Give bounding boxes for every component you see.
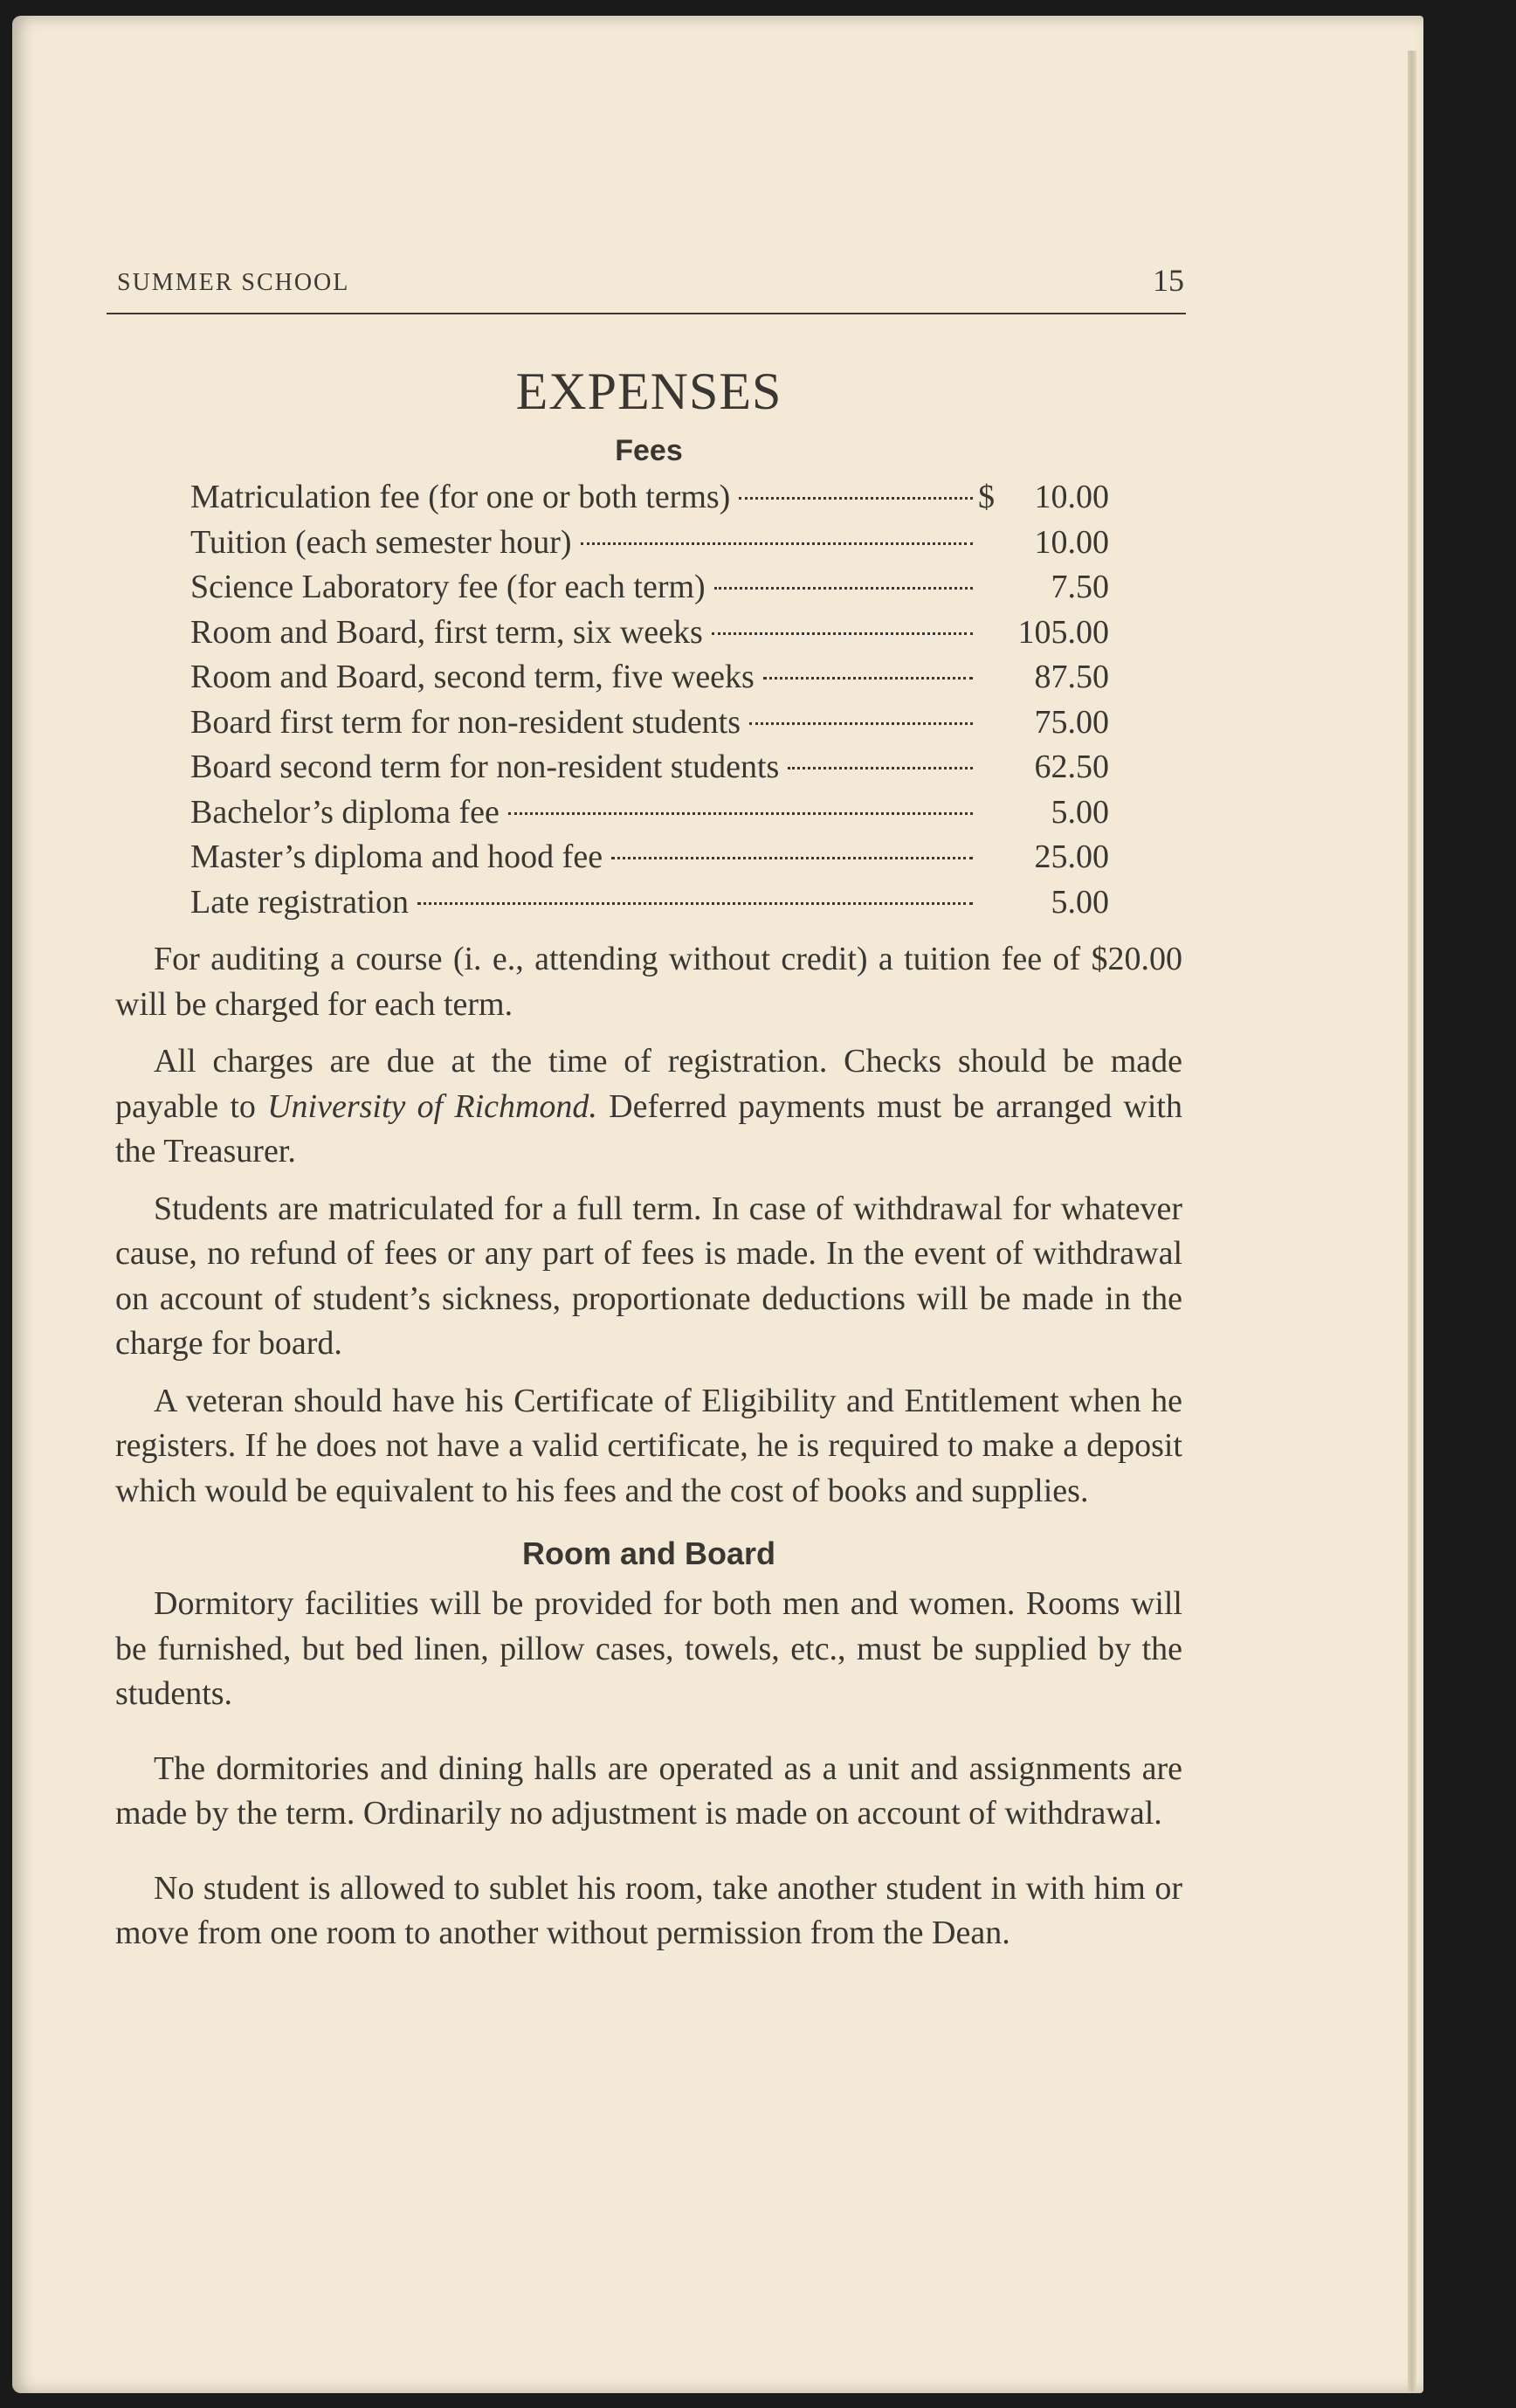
fees-heading: Fees xyxy=(615,434,683,467)
fee-label: Late registration xyxy=(190,883,410,921)
fee-row xyxy=(190,790,1109,836)
fees-list xyxy=(190,475,1109,925)
payee-name: University of Richmond. xyxy=(267,1087,597,1125)
dot-leader xyxy=(581,542,973,545)
dot-leader xyxy=(788,767,973,769)
fee-row xyxy=(190,745,1109,790)
fee-row xyxy=(190,611,1109,656)
dot-leader xyxy=(763,677,973,680)
fee-row xyxy=(190,521,1109,566)
fee-row xyxy=(190,880,1109,926)
fee-row xyxy=(190,475,1109,521)
header-rule xyxy=(107,313,1186,314)
fee-row xyxy=(190,835,1109,880)
fee-label: Room and Board, first term, six weeks xyxy=(190,613,703,651)
fee-row xyxy=(190,655,1109,700)
dot-leader xyxy=(749,722,973,725)
room-board-heading: Room and Board xyxy=(521,1535,775,1571)
fee-amount: 7.50 xyxy=(1051,569,1109,605)
veteran-paragraph: A veteran should have his Certificate of Eligibility and Entitlement when he registers. If he does not have a valid certificate, he is required to make a deposit which would be equivalent to his fees and the cost of books and supplies. xyxy=(115,1382,1182,1509)
fee-amount: 75.00 xyxy=(1034,703,1109,741)
fee-label: Master’s diploma and hood fee xyxy=(190,838,603,875)
fee-label: Science Laboratory fee (for each term) xyxy=(190,569,706,605)
fee-amount: 105.00 xyxy=(1017,613,1109,651)
fee-amount: 10.00 xyxy=(1034,523,1109,561)
dot-leader xyxy=(714,587,973,590)
fee-amount: 87.50 xyxy=(1034,659,1109,695)
fee-label: Room and Board, second term, five weeks xyxy=(190,659,755,695)
page-edge xyxy=(1408,51,1416,2391)
fee-amount: $ 10.00 xyxy=(978,475,1109,521)
fee-label: Board second term for non-resident students xyxy=(190,749,780,785)
fee-amount: 25.00 xyxy=(1034,838,1109,875)
fee-label: Board first term for non-resident students xyxy=(190,703,741,741)
fee-amount: 5.00 xyxy=(1051,883,1109,921)
dot-leader xyxy=(611,857,973,859)
charges-paragraph: All charges are due at the time of registration. Checks should be made payable to University of Richmond. Deferred payments must be arranged with the Treasurer. xyxy=(115,1043,1182,1170)
running-head-title: SUMMER SCHOOL xyxy=(117,269,350,296)
fee-label: Tuition (each semester hour) xyxy=(190,523,572,561)
dot-leader xyxy=(739,497,973,500)
fee-label: Matriculation fee (for one or both terms) xyxy=(190,479,731,515)
fee-amount: 5.00 xyxy=(1051,793,1109,831)
fee-row xyxy=(190,565,1109,611)
dot-leader xyxy=(417,902,973,905)
dot-leader xyxy=(508,812,973,815)
matriculation-paragraph: Students are matriculated for a full term. In case of withdrawal for whatever cause, no refund of fees or any part of fees is made. In the event of withdrawal on account of student’s sickness, proportionate deductions will be made in the charge for board. xyxy=(115,1190,1182,1362)
currency-sign: $ xyxy=(978,479,995,515)
sublet-paragraph: No student is allowed to sublet his room, take another student in with him or move from one room to another without permission from the Dean. xyxy=(115,1869,1182,1951)
dining-paragraph: The dormitories and dining halls are operated as a unit and assignments are made by the term. Ordinarily no adjustment is made on account of withdrawal. xyxy=(115,1749,1182,1832)
page-title: EXPENSES xyxy=(515,362,782,420)
page-number: 15 xyxy=(1153,263,1184,298)
book-page xyxy=(12,16,1423,2393)
running-head xyxy=(117,260,1184,300)
fee-label: Bachelor’s diploma fee xyxy=(190,793,500,831)
dormitory-paragraph: Dormitory facilities will be provided for both men and women. Rooms will be furnished, but bed linen, pillow cases, towels, etc., must be supplied by the students. xyxy=(115,1585,1182,1712)
auditing-paragraph: For auditing a course (i. e., attending without credit) a tuition fee of $20.00 will be charged for each term. xyxy=(115,941,1182,1023)
fee-amount: 62.50 xyxy=(1034,749,1109,785)
page-content xyxy=(115,356,1182,1956)
fee-row xyxy=(190,700,1109,746)
dot-leader xyxy=(712,632,973,635)
